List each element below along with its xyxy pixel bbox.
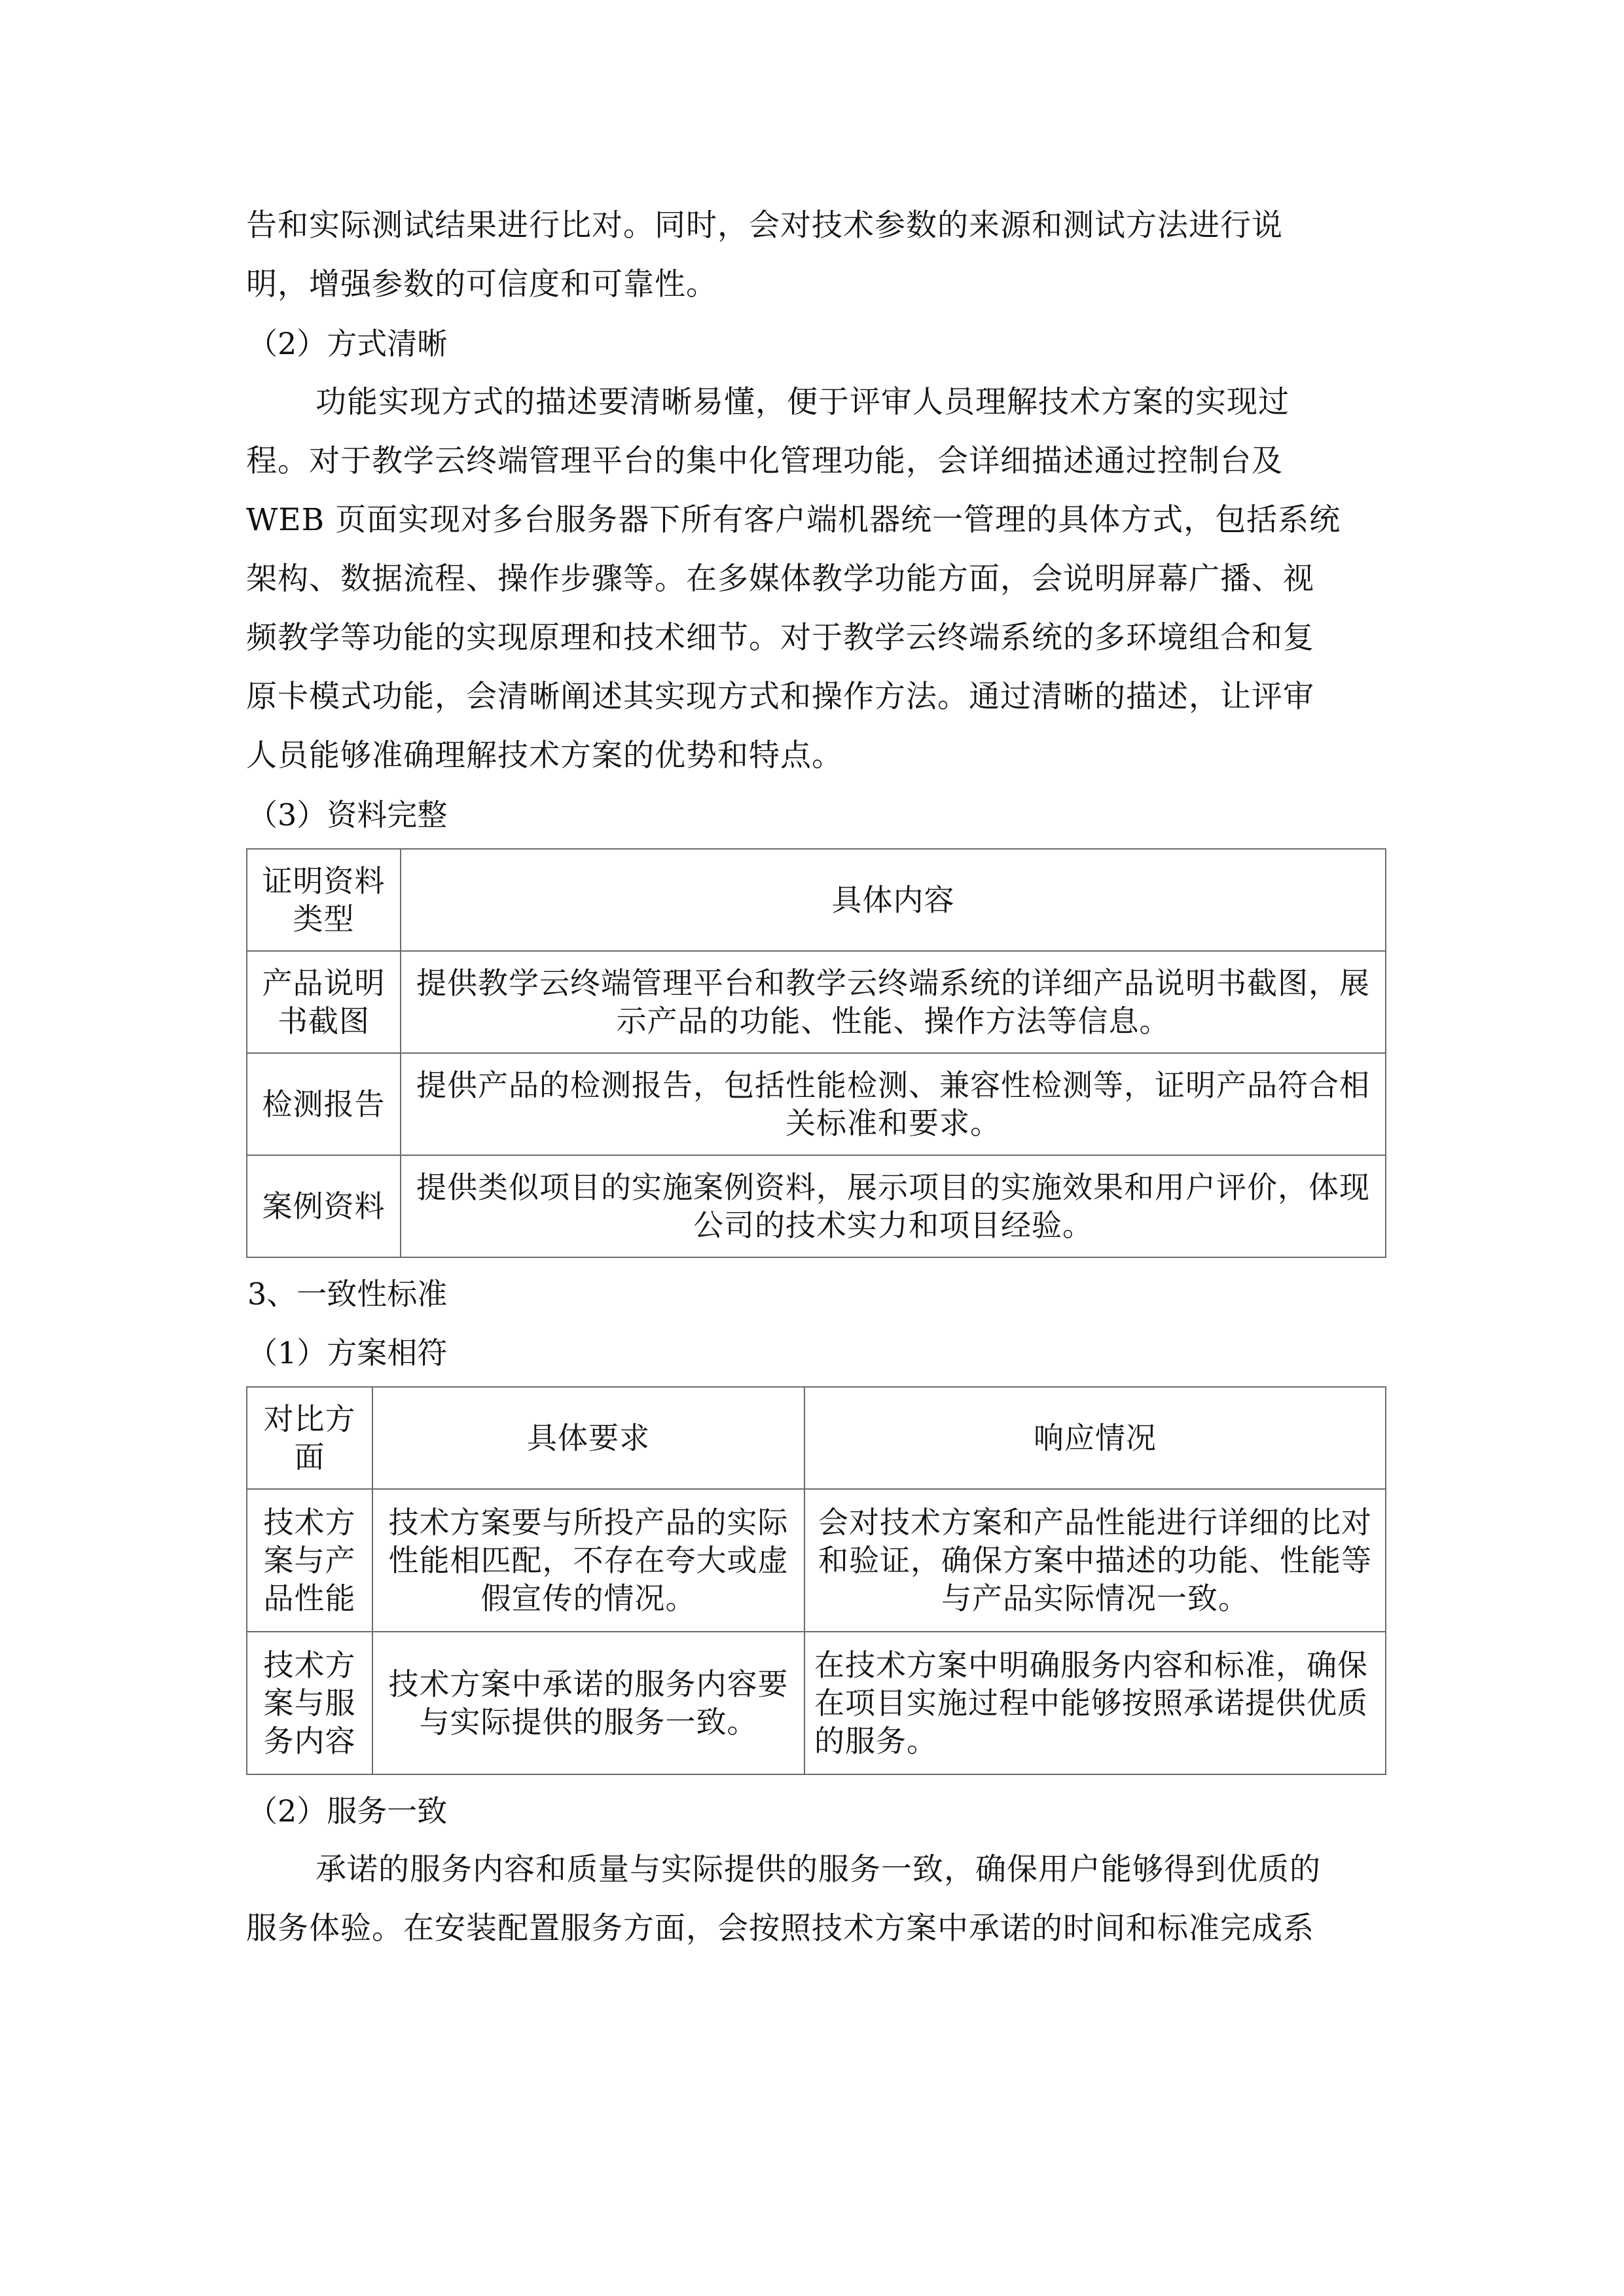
table-header-cell: 对比方面: [247, 1387, 372, 1489]
table-cell: 技术方案与产品性能: [247, 1489, 372, 1632]
table-row: [247, 951, 1386, 1053]
paragraph-line: 程。对于教学云终端管理平台的集中化管理功能，会详细描述通过控制台及: [246, 443, 1283, 479]
table-cell: 会对技术方案和产品性能进行详细的比对和验证，确保方案中描述的功能、性能等与产品实际情况一致。: [804, 1489, 1386, 1632]
table-row: [247, 1632, 1386, 1774]
table-cell: 检测报告: [247, 1053, 401, 1155]
paragraph-line: 功能实现方式的描述要清晰易懂，便于评审人员理解技术方案的实现过: [316, 384, 1290, 420]
comparison-table: [246, 1386, 1386, 1775]
intro-line-1: 告和实际测试结果进行比对。同时，会对技术参数的来源和测试方法进行说: [246, 207, 1283, 243]
paragraph-line: 人员能够准确理解技术方案的优势和特点。: [246, 738, 843, 774]
table-row: [247, 1489, 1386, 1632]
table-row: [247, 1155, 1386, 1257]
table-header-cell: 具体要求: [372, 1387, 804, 1489]
table-cell: 技术方案中承诺的服务内容要与实际提供的服务一致。: [372, 1632, 804, 1774]
table-header-cell: 响应情况: [804, 1387, 1386, 1489]
table-cell: 在技术方案中明确服务内容和标准，确保在项目实施过程中能够按照承诺提供优质的服务。: [804, 1632, 1386, 1774]
table-cell: 产品说明书截图: [247, 951, 401, 1053]
paragraph-line: WEB 页面实现对多台服务器下所有客户端机器统一管理的具体方式，包括系统: [246, 502, 1341, 538]
table-header-cell: 证明资料类型: [247, 849, 401, 951]
table-cell: 提供产品的检测报告，包括性能检测、兼容性检测等，证明产品符合相关标准和要求。: [401, 1053, 1386, 1155]
table-header-row: [247, 849, 1386, 951]
section-heading-service-consistency: （2）服务一致: [247, 1793, 448, 1829]
paragraph-line: 频教学等功能的实现原理和技术细节。对于教学云终端系统的多环境组合和复: [246, 620, 1314, 656]
section-heading-complete-materials: （3）资料完整: [247, 797, 448, 833]
table-cell: 提供类似项目的实施案例资料，展示项目的实施效果和用户评价，体现公司的技术实力和项目经验。: [401, 1155, 1386, 1257]
table-header-cell: 具体内容: [401, 849, 1386, 951]
paragraph-line: 原卡模式功能，会清晰阐述其实现方式和操作方法。通过清晰的描述，让评审: [246, 679, 1314, 715]
intro-line-2: 明，增强参数的可信度和可靠性。: [246, 266, 717, 302]
materials-table: [246, 848, 1386, 1258]
table-row: [247, 1053, 1386, 1155]
section-heading-plan-match: （1）方案相符: [247, 1335, 448, 1371]
paragraph-line: 承诺的服务内容和质量与实际提供的服务一致，确保用户能够得到优质的: [316, 1852, 1321, 1888]
paragraph-line: 服务体验。在安装配置服务方面，会按照技术方案中承诺的时间和标准完成系: [246, 1910, 1314, 1946]
section-heading-clear-method: （2）方式清晰: [247, 326, 448, 361]
table-cell: 技术方案与服务内容: [247, 1632, 372, 1774]
document-page: [246, 196, 1385, 1958]
table-header-row: [247, 1387, 1386, 1489]
table-cell: 提供教学云终端管理平台和教学云终端系统的详细产品说明书截图，展示产品的功能、性能、操作方法等信息。: [401, 951, 1386, 1053]
section-heading-consistency-standard: 3、一致性标准: [247, 1276, 448, 1312]
table-cell: 案例资料: [247, 1155, 401, 1257]
paragraph-line: 架构、数据流程、操作步骤等。在多媒体教学功能方面，会说明屏幕广播、视: [246, 561, 1314, 597]
table-cell: 技术方案要与所投产品的实际性能相匹配，不存在夸大或虚假宣传的情况。: [372, 1489, 804, 1632]
